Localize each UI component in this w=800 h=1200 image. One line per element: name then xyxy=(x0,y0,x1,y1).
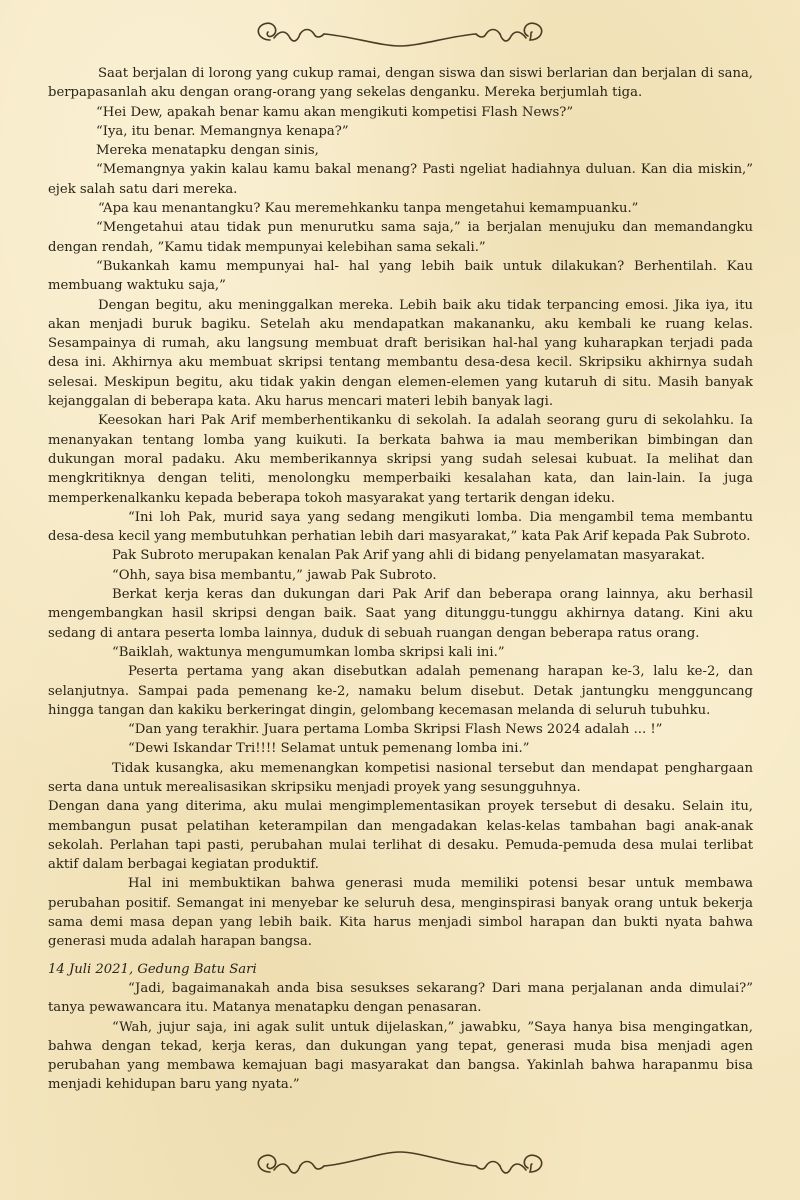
paragraph: “Baiklah, waktunya mengumumkan lomba skripsi kali ini.” xyxy=(112,644,505,660)
paragraph: Berkat kerja keras dan dukungan dari Pak Arif dan beberapa orang lainnya, aku berhasil mengembangkan hasil skripsi dengan baik. Saat yang ditunggu-tunggu akhirnya datang. Kini aku sedang di antara peserta lomba lainnya, duduk di sebuah ruangan dengan beberapa ratus orang. xyxy=(48,587,753,641)
paragraph: Pak Subroto merupakan kenalan Pak Arif yang ahli di bidang penyelamatan masyarakat. xyxy=(112,548,705,564)
top-ornament-icon xyxy=(240,10,560,56)
paragraph: “Hei Dew, apakah benar kamu akan mengikuti kompetisi Flash News?” xyxy=(96,104,574,120)
paragraph: Dengan begitu, aku meninggalkan mereka. Lebih baik aku tidak terpancing emosi. Jika iya, itu akan menjadi buruk bagiku. Setelah aku mendapatkan makananku, aku kembali ke ruang kelas. Sesampainya di rumah, aku langsung membuat draft berisikan hal-hal yang kuharapkan terjadi pada desa ini. Akhirnya aku membuat skripsi tentang membantu desa-desa kecil. Skripsiku akhirnya sudah selesai. Meskipun begitu, aku tidak yakin dengan elemen-elemen yang kutaruh di situ. Masih banyak kejanggalan di beberapa kata. Aku harus mencari materi lebih banyak lagi. xyxy=(48,297,753,410)
paragraph: “Jadi, bagaimanakah anda bisa sesukses sekarang? Dari mana perjalanan anda dimulai?” tanya pewawancara itu. Matanya menatapku dengan penasaran. xyxy=(48,980,753,1016)
paragraph: “Bukankah kamu mempunyai hal- hal yang lebih baik untuk dilakukan? Berhentilah. Kau membuang waktuku saja,” xyxy=(48,258,753,294)
paragraph: Keesokan hari Pak Arif memberhentikanku di sekolah. Ia adalah seorang guru di sekolahku. Ia menanyakan tentang lomba yang kuikuti. Ia berkata bahwa ia mau memberikan bimbingan dan dukungan moral padaku. Aku memberikannya skripsi yang sudah selesai kubuat. Ia melihat dan mengkritiknya dengan teliti, menolongku memperbaiki kesalahan kata, dan lain-lain. Ia juga memperkenalkanku kepada beberapa tokoh masyarakat yang tertarik dengan ideku. xyxy=(48,413,753,506)
paragraph: “Iya, itu benar. Memangnya kenapa?” xyxy=(96,123,349,139)
paragraph: “Ohh, saya bisa membantu,” jawab Pak Subroto. xyxy=(112,567,437,583)
paragraph: “Wah, jujur saja, ini agak sulit untuk dijelaskan,” jawabku, ”Saya hanya bisa mengingatkan, bahwa dengan tekad, kerja keras, dan dukungan yang tepat, generasi muda bisa menjadi agen perubahan yang membawa kemajuan bagi masyarakat dan bangsa. Yakinlah bahwa harapanmu bisa menjadi kehidupan baru yang nyata.” xyxy=(48,1019,753,1093)
bottom-ornament-icon xyxy=(240,1142,560,1188)
paragraph: Mereka menatapku dengan sinis, xyxy=(96,143,319,159)
story-text xyxy=(48,64,753,1095)
dateline: 14 Juli 2021, Gedung Batu Sari xyxy=(48,961,257,977)
paragraph: “Ini loh Pak, murid saya yang sedang mengikuti lomba. Dia mengambil tema membantu desa-desa kecil yang membutuhkan perhatian lebih dari masyarakat,” kata Pak Arif kepada Pak Subroto. xyxy=(48,509,753,545)
paragraph: “Mengetahui atau tidak pun menurutku sama saja,” ia berjalan menujuku dan memandangku dengan rendah, ”Kamu tidak mempunyai kelebihan sama sekali.” xyxy=(48,220,753,255)
paragraph: Dengan dana yang diterima, aku mulai mengimplementasikan proyek tersebut di desaku. Selain itu, membangun pusat pelatihan keterampilan dan mengadakan kelas-kelas tambahan bagi anak-anak sekolah. Perlahan tapi pasti, perubahan mulai terlihat di desaku. Pemuda-pemuda desa mulai terlibat aktif dalam berbagai kegiatan produktif. xyxy=(48,799,753,873)
paragraph: Tidak kusangka, aku memenangkan kompetisi nasional tersebut dan mendapat penghargaan serta dana untuk merealisasikan skripsiku menjadi proyek yang sesungguhnya. xyxy=(48,760,753,795)
paragraph: Saat berjalan di lorong yang cukup ramai, dengan siswa dan siswi berlarian dan berjalan di sana, berpapasanlah aku dengan orang-orang yang sekelas denganku. Mereka berjumlah tiga. xyxy=(48,66,753,101)
paragraph: Hal ini membuktikan bahwa generasi muda memiliki potensi besar untuk membawa perubahan positif. Semangat ini menyebar ke seluruh desa, menginspirasi banyak orang untuk bekerja sama demi masa depan yang lebih baik. Kita harus menjadi simbol harapan dan bukti nyata bahwa generasi muda adalah harapan bangsa. xyxy=(48,876,753,950)
paragraph: “Apa kau menantangku? Kau meremehkanku tanpa mengetahui kemampuanku.” xyxy=(98,201,639,217)
paragraph: “Memangnya yakin kalau kamu bakal menang? Pasti ngeliat hadiahnya duluan. Kan dia miskin,” ejek salah satu dari mereka. xyxy=(48,162,753,197)
paragraph: “Dan yang terakhir. Juara pertama Lomba Skripsi Flash News 2024 adalah ... !” xyxy=(128,722,663,738)
paragraph: “Dewi Iskandar Tri!!!! Selamat untuk pemenang lomba ini.” xyxy=(128,741,530,757)
paragraph: Peserta pertama yang akan disebutkan adalah pemenang harapan ke-3, lalu ke-2, dan selanjutnya. Sampai pada pemenang ke-2, namaku belum disebut. Detak jantungku mengguncang hingga tangan dan kakiku berkeringat dingin, gelombang kecemasan melanda di seluruh tubuhku. xyxy=(48,664,753,718)
